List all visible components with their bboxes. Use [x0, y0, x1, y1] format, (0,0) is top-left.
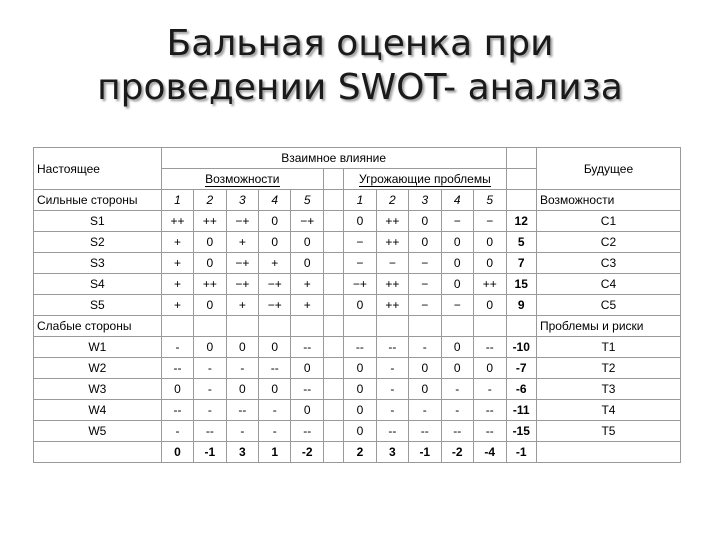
- opportunity-total: 1: [259, 442, 291, 463]
- swot-score-table: [33, 147, 681, 463]
- threat-score: --: [473, 421, 506, 442]
- empty-cell: [323, 169, 343, 190]
- empty-cell: [323, 337, 343, 358]
- opportunity-score: -: [259, 421, 291, 442]
- opportunity-number: 5: [291, 190, 323, 211]
- opportunity-score: −+: [226, 211, 258, 232]
- strengths-label-row: [34, 190, 681, 211]
- threat-score: 0: [441, 274, 473, 295]
- threat-score: −: [409, 295, 441, 316]
- threat-score: --: [409, 421, 441, 442]
- opportunity-score: 0: [259, 337, 291, 358]
- empty-cell: [506, 148, 536, 169]
- threat-score: 0: [344, 211, 376, 232]
- opportunity-score: +: [291, 274, 323, 295]
- future-header: Будущее: [536, 148, 680, 190]
- empty-cell: [323, 442, 343, 463]
- opportunity-score: 0: [291, 400, 323, 421]
- opportunity-score: ++: [194, 274, 226, 295]
- empty-cell: [323, 274, 343, 295]
- opportunity-score: +: [259, 253, 291, 274]
- threat-score: −: [376, 253, 408, 274]
- factor-name: S2: [34, 232, 162, 253]
- future-item: T5: [536, 421, 680, 442]
- opportunity-score: -: [161, 421, 193, 442]
- opportunity-score: --: [194, 421, 226, 442]
- future-item: C5: [536, 295, 680, 316]
- opportunity-score: -: [226, 358, 258, 379]
- threat-score: −: [409, 274, 441, 295]
- opportunity-score: +: [161, 253, 193, 274]
- threat-score: 0: [409, 379, 441, 400]
- threat-score: 0: [441, 358, 473, 379]
- strengths-row: [34, 232, 681, 253]
- swot-table-container: [33, 147, 681, 462]
- factor-name: W5: [34, 421, 162, 442]
- opportunity-score: 0: [291, 358, 323, 379]
- slide-title: [0, 22, 720, 110]
- threat-score: -: [409, 337, 441, 358]
- threats-header: [344, 169, 506, 190]
- threat-score: ++: [376, 274, 408, 295]
- empty-cell: [409, 316, 441, 337]
- totals-row: [34, 442, 681, 463]
- opportunity-score: −+: [259, 295, 291, 316]
- opportunity-total: -2: [291, 442, 323, 463]
- threat-score: ++: [376, 295, 408, 316]
- opportunity-score: −+: [226, 253, 258, 274]
- threat-number: 3: [409, 190, 441, 211]
- opportunity-score: +: [291, 295, 323, 316]
- factor-name: S4: [34, 274, 162, 295]
- threat-score: -: [376, 400, 408, 421]
- opportunity-number: 4: [259, 190, 291, 211]
- threat-total: 3: [376, 442, 408, 463]
- empty-cell: [323, 358, 343, 379]
- row-sum: 15: [506, 274, 536, 295]
- future-item: C4: [536, 274, 680, 295]
- opportunity-score: -: [194, 358, 226, 379]
- weaknesses-row: [34, 337, 681, 358]
- empty-cell: [323, 379, 343, 400]
- opportunity-score: --: [226, 400, 258, 421]
- opportunity-score: −+: [291, 211, 323, 232]
- opportunity-score: --: [259, 358, 291, 379]
- strengths-row: [34, 274, 681, 295]
- future-item: C2: [536, 232, 680, 253]
- slide-title-line-1: Бальная оценка при: [166, 23, 554, 64]
- opportunity-score: -: [194, 400, 226, 421]
- row-sum: 7: [506, 253, 536, 274]
- weaknesses-label: Слабые стороны: [34, 316, 162, 337]
- row-sum: -7: [506, 358, 536, 379]
- threat-score: 0: [409, 211, 441, 232]
- opportunity-score: +: [161, 274, 193, 295]
- opportunities-header-text: Возможности: [205, 172, 280, 186]
- factor-name: S1: [34, 211, 162, 232]
- threat-score: -: [441, 379, 473, 400]
- empty-cell: [226, 316, 258, 337]
- opportunity-score: 0: [291, 232, 323, 253]
- opportunity-score: 0: [291, 253, 323, 274]
- threat-total: -2: [441, 442, 473, 463]
- threat-score: --: [376, 337, 408, 358]
- threat-score: −: [441, 295, 473, 316]
- threat-score: −: [473, 211, 506, 232]
- empty-cell: [323, 400, 343, 421]
- empty-cell: [323, 253, 343, 274]
- opportunities-header: [161, 169, 323, 190]
- opportunity-total: 0: [161, 442, 193, 463]
- threat-total: -1: [409, 442, 441, 463]
- threat-total: 2: [344, 442, 376, 463]
- opportunity-score: --: [291, 379, 323, 400]
- empty-cell: [473, 316, 506, 337]
- empty-cell: [323, 316, 343, 337]
- threat-score: ++: [376, 211, 408, 232]
- opportunity-score: --: [161, 400, 193, 421]
- strengths-label: Сильные стороны: [34, 190, 162, 211]
- threat-score: --: [376, 421, 408, 442]
- factor-name: W1: [34, 337, 162, 358]
- threat-score: --: [473, 400, 506, 421]
- opportunity-score: --: [161, 358, 193, 379]
- empty-cell: [441, 316, 473, 337]
- opportunity-score: 0: [259, 211, 291, 232]
- threat-score: -: [409, 400, 441, 421]
- empty-cell: [536, 442, 680, 463]
- empty-cell: [344, 316, 376, 337]
- opportunity-score: 0: [226, 337, 258, 358]
- row-sum: 5: [506, 232, 536, 253]
- empty-cell: [34, 442, 162, 463]
- threat-score: -: [376, 358, 408, 379]
- threat-number: 1: [344, 190, 376, 211]
- future-item: T2: [536, 358, 680, 379]
- threat-score: ++: [473, 274, 506, 295]
- threat-score: -: [441, 400, 473, 421]
- threat-score: 0: [344, 379, 376, 400]
- threat-score: --: [441, 421, 473, 442]
- threat-score: 0: [344, 295, 376, 316]
- opportunity-number: 1: [161, 190, 193, 211]
- weaknesses-row: [34, 358, 681, 379]
- present-header: Настоящее: [34, 148, 162, 190]
- opportunity-total: -1: [194, 442, 226, 463]
- threat-score: 0: [409, 358, 441, 379]
- threats-header-text: Угрожающие проблемы: [359, 172, 491, 186]
- threat-score: 0: [473, 295, 506, 316]
- factor-name: W4: [34, 400, 162, 421]
- opportunity-score: -: [161, 337, 193, 358]
- weaknesses-row: [34, 421, 681, 442]
- grand-total: -1: [506, 442, 536, 463]
- opportunity-score: --: [291, 337, 323, 358]
- threat-score: 0: [441, 253, 473, 274]
- empty-cell: [323, 190, 343, 211]
- empty-cell: [376, 316, 408, 337]
- empty-cell: [506, 169, 536, 190]
- opportunity-score: +: [161, 232, 193, 253]
- empty-cell: [323, 421, 343, 442]
- opportunity-score: −+: [226, 274, 258, 295]
- threat-score: 0: [409, 232, 441, 253]
- opportunity-score: -: [259, 400, 291, 421]
- mutual-influence-header: Взаимное влияние: [161, 148, 506, 169]
- opportunity-score: +: [161, 295, 193, 316]
- threat-score: −+: [344, 274, 376, 295]
- factor-name: W2: [34, 358, 162, 379]
- row-sum: -15: [506, 421, 536, 442]
- threat-score: −: [409, 253, 441, 274]
- opportunity-number: 3: [226, 190, 258, 211]
- strengths-row: [34, 295, 681, 316]
- strengths-row: [34, 253, 681, 274]
- opportunity-score: 0: [161, 379, 193, 400]
- future-opportunities-label: Возможности: [536, 190, 680, 211]
- weaknesses-row: [34, 379, 681, 400]
- header-row-1: [34, 148, 681, 169]
- opportunity-score: -: [194, 379, 226, 400]
- empty-cell: [323, 211, 343, 232]
- row-sum: -10: [506, 337, 536, 358]
- opportunity-score: --: [291, 421, 323, 442]
- threat-score: −: [344, 232, 376, 253]
- threat-score: 0: [344, 358, 376, 379]
- opportunity-score: ++: [161, 211, 193, 232]
- threat-number: 5: [473, 190, 506, 211]
- weaknesses-label-row: [34, 316, 681, 337]
- row-sum: 12: [506, 211, 536, 232]
- threat-score: -: [473, 379, 506, 400]
- opportunity-score: +: [226, 295, 258, 316]
- opportunity-score: 0: [194, 253, 226, 274]
- threat-score: --: [344, 337, 376, 358]
- threat-score: 0: [441, 337, 473, 358]
- future-item: T1: [536, 337, 680, 358]
- threat-number: 2: [376, 190, 408, 211]
- opportunity-score: 0: [259, 379, 291, 400]
- empty-cell: [506, 190, 536, 211]
- row-sum: 9: [506, 295, 536, 316]
- future-item: C3: [536, 253, 680, 274]
- threat-score: 0: [473, 253, 506, 274]
- future-item: C1: [536, 211, 680, 232]
- factor-name: S3: [34, 253, 162, 274]
- empty-cell: [506, 316, 536, 337]
- empty-cell: [323, 295, 343, 316]
- opportunity-score: +: [226, 232, 258, 253]
- threat-score: 0: [441, 232, 473, 253]
- opportunity-score: 0: [226, 379, 258, 400]
- threat-score: 0: [473, 232, 506, 253]
- strengths-row: [34, 211, 681, 232]
- threat-score: −: [441, 211, 473, 232]
- threat-score: 0: [473, 358, 506, 379]
- opportunity-score: 0: [259, 232, 291, 253]
- threat-total: -4: [473, 442, 506, 463]
- threat-score: -: [376, 379, 408, 400]
- threat-score: −: [344, 253, 376, 274]
- opportunity-score: 0: [194, 232, 226, 253]
- future-item: T3: [536, 379, 680, 400]
- empty-cell: [259, 316, 291, 337]
- opportunity-score: 0: [194, 337, 226, 358]
- factor-name: W3: [34, 379, 162, 400]
- threat-score: 0: [344, 400, 376, 421]
- row-sum: -11: [506, 400, 536, 421]
- threat-score: 0: [344, 421, 376, 442]
- threat-number: 4: [441, 190, 473, 211]
- threat-score: --: [473, 337, 506, 358]
- problems-risks-label: Проблемы и риски: [536, 316, 680, 337]
- opportunity-total: 3: [226, 442, 258, 463]
- opportunity-score: −+: [259, 274, 291, 295]
- weaknesses-row: [34, 400, 681, 421]
- row-sum: -6: [506, 379, 536, 400]
- empty-cell: [323, 232, 343, 253]
- opportunity-score: -: [226, 421, 258, 442]
- threat-score: ++: [376, 232, 408, 253]
- empty-cell: [161, 316, 193, 337]
- opportunity-score: ++: [194, 211, 226, 232]
- future-item: T4: [536, 400, 680, 421]
- opportunity-score: 0: [194, 295, 226, 316]
- empty-cell: [291, 316, 323, 337]
- opportunity-number: 2: [194, 190, 226, 211]
- factor-name: S5: [34, 295, 162, 316]
- slide-title-line-2: проведении SWOT- анализа: [97, 67, 623, 108]
- empty-cell: [194, 316, 226, 337]
